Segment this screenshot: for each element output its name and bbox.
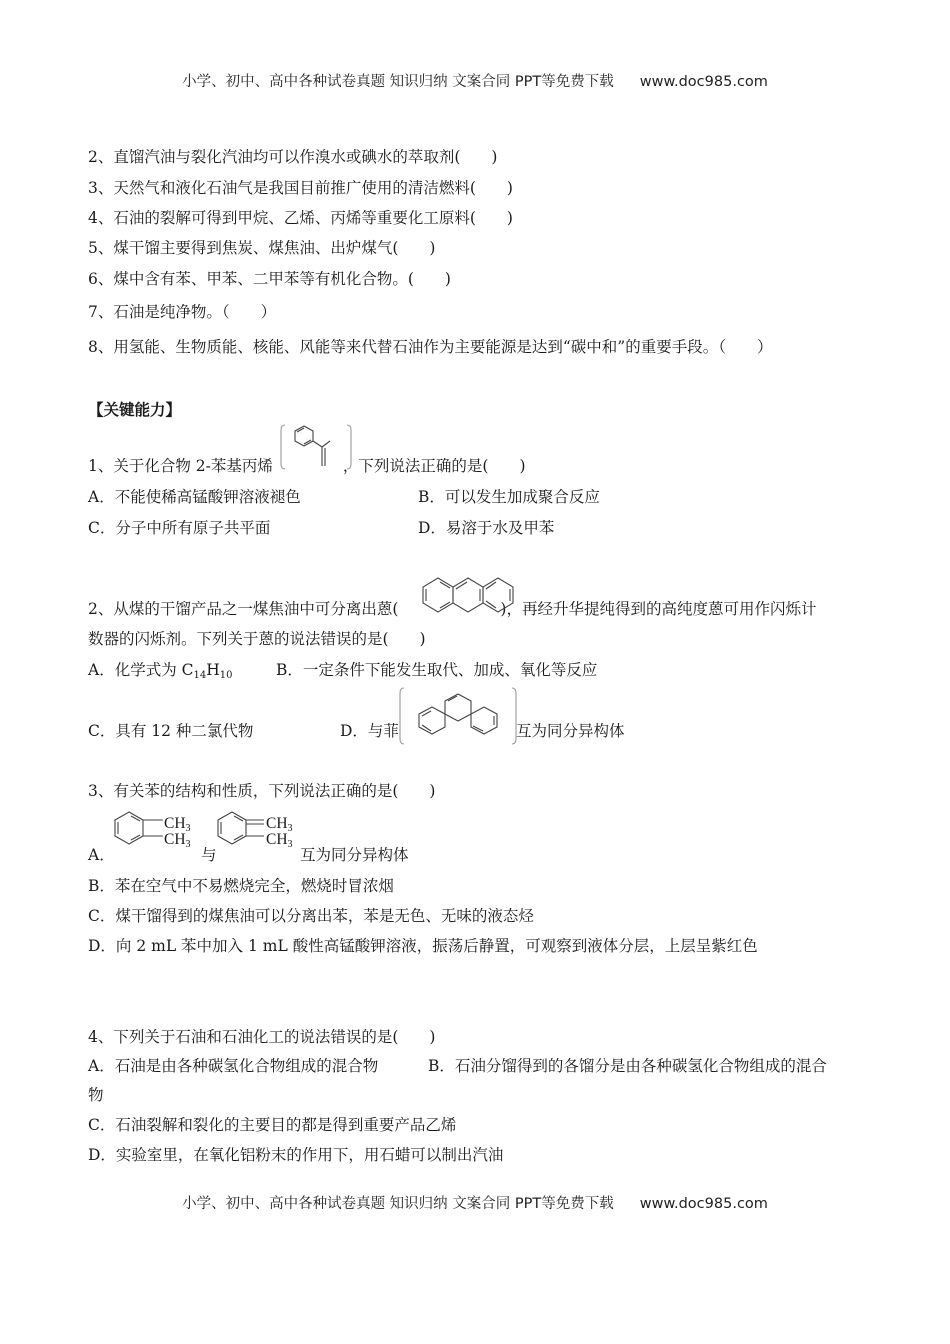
ch3-text: CH bbox=[164, 831, 186, 848]
q1-stem-a: 1、关于化合物 2-苯基丙烯 bbox=[88, 457, 273, 475]
judgement-8: 8、用氢能、生物质能、核能、风能等来代替石油作为主要能源是达到“碳中和”的重要手段。（ ） bbox=[88, 338, 773, 356]
page-footer bbox=[0, 1192, 950, 1213]
page-header bbox=[0, 70, 950, 91]
q2-option-a-text: A．化学式为 C bbox=[88, 661, 194, 679]
q1-option-b: B．可以发生加成聚合反应 bbox=[418, 488, 600, 506]
q3-stem: 3、有关苯的结构和性质，下列说法正确的是( ) bbox=[88, 782, 436, 800]
2-phenylpropene-structure bbox=[280, 422, 352, 472]
ch3-sub: 3 bbox=[185, 839, 191, 850]
ch3-text: CH bbox=[266, 815, 288, 832]
judgement-7: 7、石油是纯净物。（ ） bbox=[88, 303, 277, 321]
footer-site[interactable]: www.doc985.com bbox=[639, 1196, 768, 1212]
q1-option-a: A．不能使稀高锰酸钾溶液褪色 bbox=[88, 488, 301, 506]
q2-formula-h-count: 10 bbox=[219, 670, 233, 681]
q2-formula-c-count: 14 bbox=[193, 670, 207, 681]
ch3-text: CH bbox=[164, 815, 186, 832]
q4-option-a: A．石油是由各种碳氢化合物组成的混合物 bbox=[88, 1057, 379, 1075]
q3-option-b: B．苯在空气中不易燃烧完全，燃烧时冒浓烟 bbox=[88, 877, 394, 895]
judgement-4: 4、石油的裂解可得到甲烷、乙烯、丙烯等重要化工原料( ) bbox=[88, 209, 513, 227]
header-text: 小学、初中、高中各种试卷真题 知识归纳 文案合同 PPT等免费下载 bbox=[182, 74, 614, 90]
q2-stem-a: 2、从煤的干馏产品之一煤焦油中可分离出蒽( bbox=[88, 600, 399, 618]
q2-formula-h: H bbox=[206, 661, 220, 679]
ch3-sub: 3 bbox=[185, 823, 191, 834]
q2-option-a bbox=[88, 658, 232, 681]
q3-ch3-label-4 bbox=[266, 831, 293, 850]
ch3-text: CH bbox=[266, 831, 288, 848]
q3-option-a-tail: 互为同分异构体 bbox=[300, 846, 409, 864]
q3-benzocyclobutene-structure-1 bbox=[111, 808, 167, 858]
q4-stem: 4、下列关于石油和石油化工的说法错误的是( ) bbox=[88, 1028, 436, 1046]
q2-option-b: B．一定条件下能发生取代、加成、氧化等反应 bbox=[276, 661, 598, 679]
q2-stem-b: )，再经升华提纯得到的高纯度蒽可用作闪烁计 bbox=[500, 600, 817, 618]
q1-option-d: D．易溶于水及甲苯 bbox=[418, 519, 555, 537]
q4-option-b: B．石油分馏得到的各馏分是由各种碳氢化合物组成的混合 bbox=[428, 1057, 827, 1075]
phenanthrene-structure bbox=[398, 686, 518, 746]
q4-option-c: C．石油裂解和裂化的主要目的都是得到重要产品乙烯 bbox=[88, 1116, 457, 1134]
judgement-2: 2、直馏汽油与裂化汽油均可以作溴水或碘水的萃取剂( ) bbox=[88, 148, 498, 166]
ch3-sub: 3 bbox=[287, 823, 293, 834]
q2-option-d-text-b: 互为同分异构体 bbox=[515, 722, 625, 740]
footer-text: 小学、初中、高中各种试卷真题 知识归纳 文案合同 PPT等免费下载 bbox=[182, 1196, 614, 1212]
ch3-sub: 3 bbox=[287, 839, 293, 850]
q1-option-c: C．分子中所有原子共平面 bbox=[88, 519, 271, 537]
judgement-6: 6、煤中含有苯、甲苯、二甲苯等有机化合物。( ) bbox=[88, 270, 451, 288]
q3-option-c: C．煤干馏得到的煤焦油可以分离出苯，苯是无色、无味的液态烃 bbox=[88, 907, 534, 925]
q4-option-d: D．实验室里，在氧化铝粉末的作用下，用石蜡可以制出汽油 bbox=[88, 1146, 504, 1164]
q3-ch3-label-2 bbox=[164, 831, 191, 850]
judgement-3: 3、天然气和液化石油气是我国目前推广使用的清洁燃料( ) bbox=[88, 179, 513, 197]
q2-option-c: C．具有 12 种二氯代物 bbox=[88, 722, 254, 740]
header-site[interactable]: www.doc985.com bbox=[639, 74, 768, 90]
q2-option-d-text-a: D．与菲 bbox=[340, 722, 399, 740]
judgement-5: 5、煤干馏主要得到焦炭、煤焦油、出炉煤气( ) bbox=[88, 239, 436, 257]
q3-option-a-label: A． bbox=[88, 846, 115, 864]
section-title: 【关键能力】 bbox=[88, 400, 182, 419]
q4-option-b-cont: 物 bbox=[88, 1086, 104, 1104]
q1-stem-b: ，下列说法正确的是( ) bbox=[342, 457, 526, 475]
anthracene-structure bbox=[419, 570, 523, 620]
q2-stem-line2: 数器的闪烁剂。下列关于蒽的说法错误的是( ) bbox=[88, 630, 426, 648]
q3-and: 与 bbox=[201, 846, 217, 864]
q3-option-d: D．向 2 mL 苯中加入 1 mL 酸性高锰酸钾溶液，振荡后静置，可观察到液体分层，上层呈紫红色 bbox=[88, 937, 758, 955]
q3-benzocyclobutene-structure-2 bbox=[214, 808, 270, 858]
